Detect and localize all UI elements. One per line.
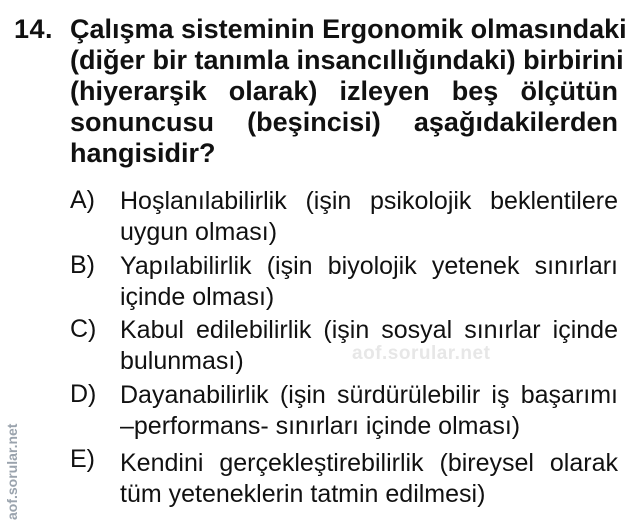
question-line: Çalışma sisteminin Ergonomik olmasındaki (70, 14, 627, 44)
option-a-text (120, 186, 618, 248)
option-line: uygun olması) (120, 218, 278, 246)
question-line: hangisidir? (70, 138, 216, 168)
option-b-text (120, 251, 618, 313)
option-line: Kabul edilebilirlik (işin sosyal sınırlar içinde (120, 316, 618, 344)
option-e-letter: E) (70, 445, 95, 473)
option-e-text (120, 448, 618, 510)
option-d-text (120, 380, 618, 442)
question-stem (70, 14, 627, 169)
option-line: içinde olması) (120, 283, 275, 311)
question-line: (hiyerarşik olarak) izleyen beş ölçütün (70, 76, 618, 106)
option-line: Yapılabilirlik (işin biyolojik yetenek sınırları (120, 252, 618, 280)
option-line: Kendini gerçekleştirebilirlik (bireysel olarak (120, 449, 618, 477)
option-line: Hoşlanılabilirlik (işin psikolojik beklentilere (120, 187, 618, 215)
question-line: (diğer bir tanımla insancıllığındaki) birbirini (70, 45, 624, 75)
watermark-center: aof.sorular.net (352, 343, 491, 364)
option-line: Dayanabilirlik (işin sürdürülebilir iş başarımı (120, 381, 618, 409)
option-c-letter: C) (70, 315, 97, 343)
option-b-letter: B) (70, 251, 95, 279)
option-a-letter: A) (70, 186, 95, 214)
option-line: bulunması) (120, 347, 244, 375)
question-number: 14. (14, 14, 54, 44)
option-line: tüm yeteneklerin tatmin edilmesi) (120, 480, 486, 508)
option-line: –performans- sınırları içinde olması) (120, 412, 521, 440)
option-d-letter: D) (70, 380, 97, 408)
question-line: sonuncusu (beşincisi) aşağıdakilerden (70, 107, 618, 137)
watermark-side: aof.sorular.net (4, 423, 20, 520)
